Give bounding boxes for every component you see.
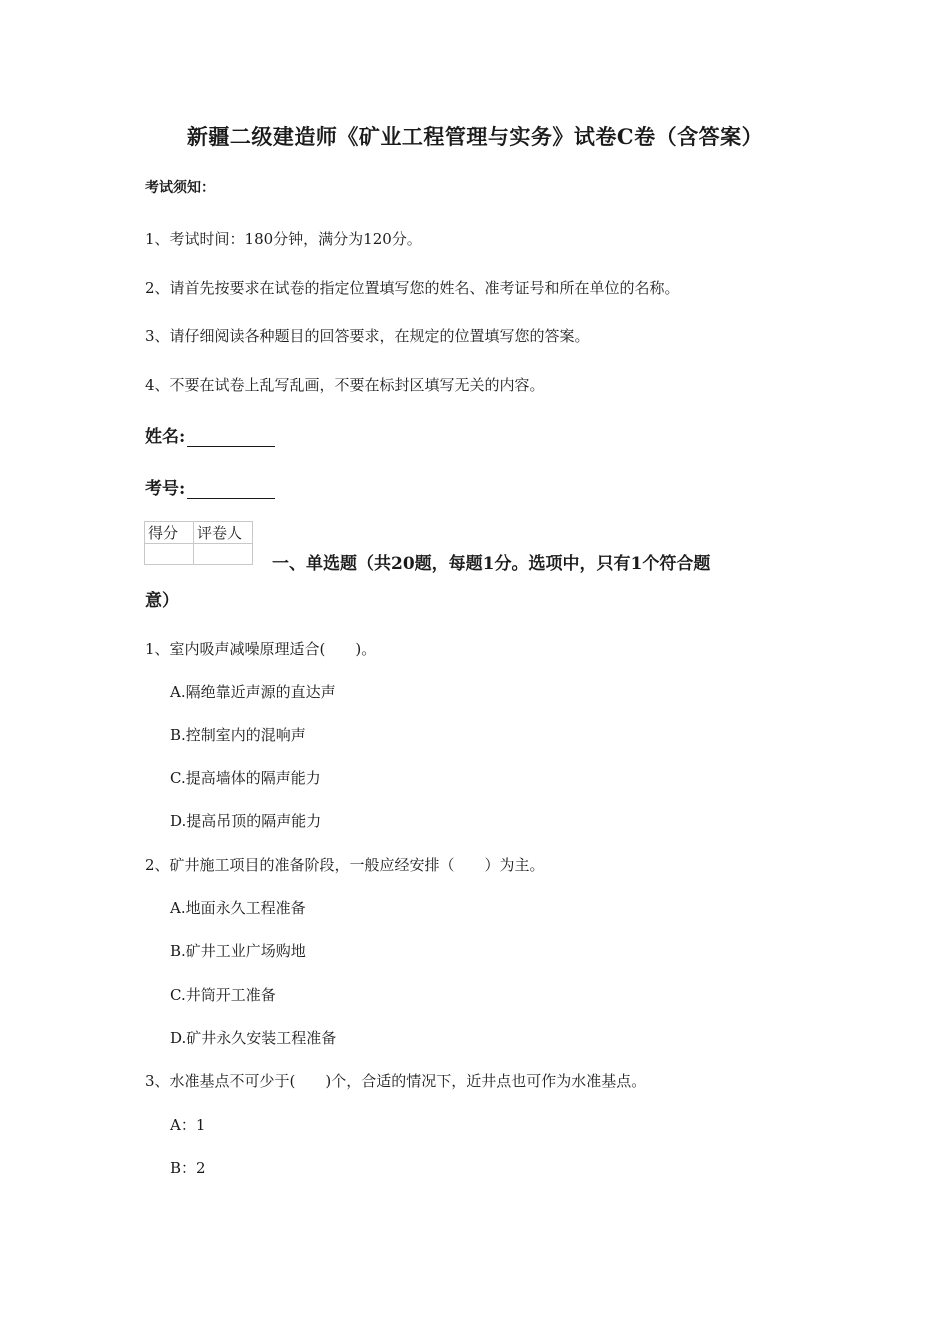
notice-item: 4、不要在试卷上乱写乱画，不要在标封区填写无关的内容。	[145, 376, 545, 394]
page-title: 新疆二级建造师《矿业工程管理与实务》试卷C卷（含答案）	[186, 124, 764, 149]
notice-item: 1、考试时间：180分钟，满分为120分。	[145, 230, 422, 248]
exam-id-label: 考号:	[145, 479, 186, 499]
option: B：2	[170, 1159, 206, 1177]
option: A：1	[170, 1116, 206, 1134]
question-text: 3、水准基点不可少于( )个，合适的情况下，近井点也可作为水准基点。	[145, 1072, 647, 1090]
notice-item: 3、请仔细阅读各种题目的回答要求，在规定的位置填写您的答案。	[145, 327, 590, 345]
question-text: 2、矿井施工项目的准备阶段，一般应经安排（ ）为主。	[145, 856, 545, 874]
grader-cell[interactable]	[194, 544, 253, 565]
notice-item: 2、请首先按要求在试卷的指定位置填写您的姓名、准考证号和所在单位的名称。	[145, 279, 680, 297]
option: C.提高墙体的隔声能力	[170, 769, 321, 787]
option: A.隔绝靠近声源的直达声	[170, 683, 336, 701]
score-cell[interactable]	[145, 544, 194, 565]
exam-id-field	[145, 474, 275, 499]
notice-heading: 考试须知：	[145, 180, 215, 196]
option: C.井筒开工准备	[170, 986, 276, 1004]
name-label: 姓名:	[145, 427, 186, 447]
option: A.地面永久工程准备	[170, 899, 306, 917]
option: D.提高吊顶的隔声能力	[170, 812, 322, 830]
option: B.控制室内的混响声	[170, 726, 306, 744]
name-blank[interactable]	[187, 428, 275, 447]
option: D.矿井永久安装工程准备	[170, 1029, 337, 1047]
grader-header: 评卷人	[194, 522, 253, 544]
score-header: 得分	[145, 522, 194, 544]
option: B.矿井工业广场购地	[170, 942, 306, 960]
score-table	[144, 521, 253, 565]
section-title-continued: 意）	[145, 591, 179, 611]
question-text: 1、室内吸声减噪原理适合( )。	[145, 640, 377, 658]
section-title: 一、单选题（共20题，每题1分。选项中，只有1个符合题	[272, 554, 711, 574]
exam-id-blank[interactable]	[187, 480, 275, 499]
name-field	[145, 422, 275, 447]
